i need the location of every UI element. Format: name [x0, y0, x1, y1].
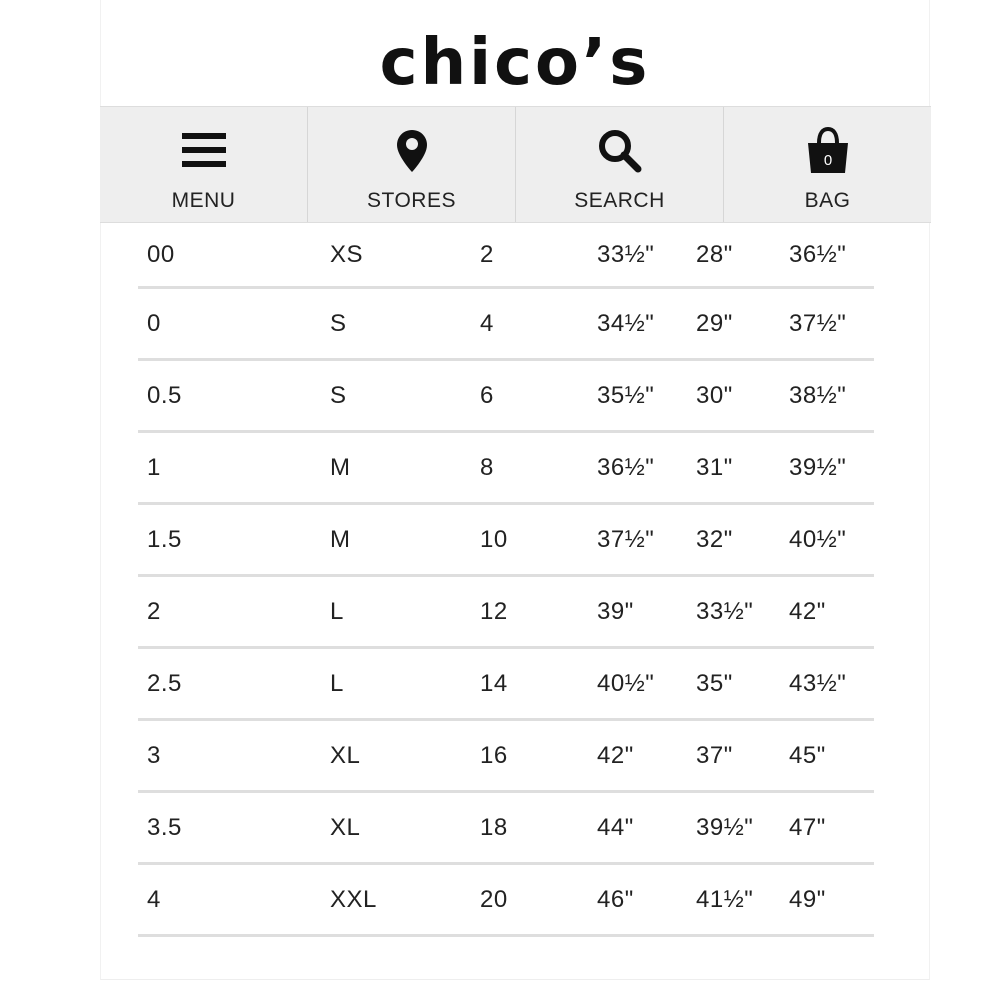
table-cell: 37½": [597, 525, 655, 553]
table-cell: S: [330, 309, 347, 337]
table-cell: 39": [597, 597, 634, 625]
nav-search-button[interactable]: [516, 107, 724, 222]
table-cell: 8: [480, 453, 494, 481]
table-cell: 16: [480, 741, 508, 769]
table-cell: 28": [696, 240, 733, 268]
table-cell: 45": [789, 741, 826, 769]
table-cell: 2: [147, 597, 161, 625]
table-cell: XS: [330, 240, 364, 268]
table-cell: 41½": [696, 885, 754, 913]
table-cell: 30": [696, 381, 733, 409]
table-row: [138, 289, 874, 361]
table-cell: 32": [696, 525, 733, 553]
table-row: [138, 361, 874, 433]
table-cell: 10: [480, 525, 508, 553]
table-cell: 35½": [597, 381, 655, 409]
table-cell: L: [330, 669, 344, 697]
table-cell: 2: [480, 240, 494, 268]
table-row: [138, 793, 874, 865]
nav-menu-label: MENU: [171, 189, 236, 212]
table-row: [138, 223, 874, 289]
table-cell: 1: [147, 453, 161, 481]
table-row: [138, 433, 874, 505]
table-cell: M: [330, 525, 351, 553]
table-cell: 3: [147, 741, 161, 769]
table-cell: 0.5: [147, 381, 182, 409]
table-cell: 14: [480, 669, 508, 697]
table-cell: 20: [480, 885, 508, 913]
table-cell: 0: [147, 309, 161, 337]
table-cell: XL: [330, 813, 361, 841]
table-cell: 12: [480, 597, 508, 625]
table-cell: 37½": [789, 309, 847, 337]
table-cell: 18: [480, 813, 508, 841]
hamburger-menu-icon: [180, 127, 228, 175]
table-cell: 47": [789, 813, 826, 841]
table-cell: 31": [696, 453, 733, 481]
table-cell: XXL: [330, 885, 377, 913]
table-row: [138, 721, 874, 793]
table-cell: 6: [480, 381, 494, 409]
top-navigation-bar: [100, 106, 931, 223]
table-cell: 34½": [597, 309, 655, 337]
brand-logo[interactable]: chico’s: [379, 26, 651, 100]
search-icon: [596, 127, 644, 175]
table-cell: 39½": [696, 813, 754, 841]
table-row: [138, 505, 874, 577]
table-cell: 43½": [789, 669, 847, 697]
bag-count-badge: 0: [823, 152, 832, 169]
table-cell: S: [330, 381, 347, 409]
table-row: [138, 649, 874, 721]
table-cell: XL: [330, 741, 361, 769]
nav-search-label: SEARCH: [574, 189, 665, 212]
table-cell: 3.5: [147, 813, 182, 841]
nav-bag-label: BAG: [804, 189, 851, 212]
table-cell: 42": [597, 741, 634, 769]
table-cell: 37": [696, 741, 733, 769]
table-cell: L: [330, 597, 344, 625]
table-cell: 42": [789, 597, 826, 625]
nav-stores-button[interactable]: [308, 107, 516, 222]
table-cell: 00: [147, 240, 175, 268]
table-cell: 33½": [597, 240, 655, 268]
table-cell: 49": [789, 885, 826, 913]
shopping-bag-icon: [804, 127, 852, 175]
table-cell: 36½": [597, 453, 655, 481]
table-cell: 2.5: [147, 669, 182, 697]
size-chart-table: [138, 223, 874, 937]
table-cell: 40½": [597, 669, 655, 697]
table-cell: M: [330, 453, 351, 481]
map-pin-icon: [388, 127, 436, 175]
table-cell: 38½": [789, 381, 847, 409]
table-cell: 1.5: [147, 525, 182, 553]
table-cell: 40½": [789, 525, 847, 553]
table-cell: 39½": [789, 453, 847, 481]
table-cell: 4: [147, 885, 161, 913]
table-cell: 29": [696, 309, 733, 337]
table-cell: 4: [480, 309, 494, 337]
table-cell: 46": [597, 885, 634, 913]
nav-menu-button[interactable]: [100, 107, 308, 222]
table-row: [138, 577, 874, 649]
nav-stores-label: STORES: [367, 189, 456, 212]
nav-bag-button[interactable]: [724, 107, 931, 222]
table-cell: 36½": [789, 240, 847, 268]
table-cell: 33½": [696, 597, 754, 625]
table-cell: 44": [597, 813, 634, 841]
table-cell: 35": [696, 669, 733, 697]
table-row: [138, 865, 874, 937]
